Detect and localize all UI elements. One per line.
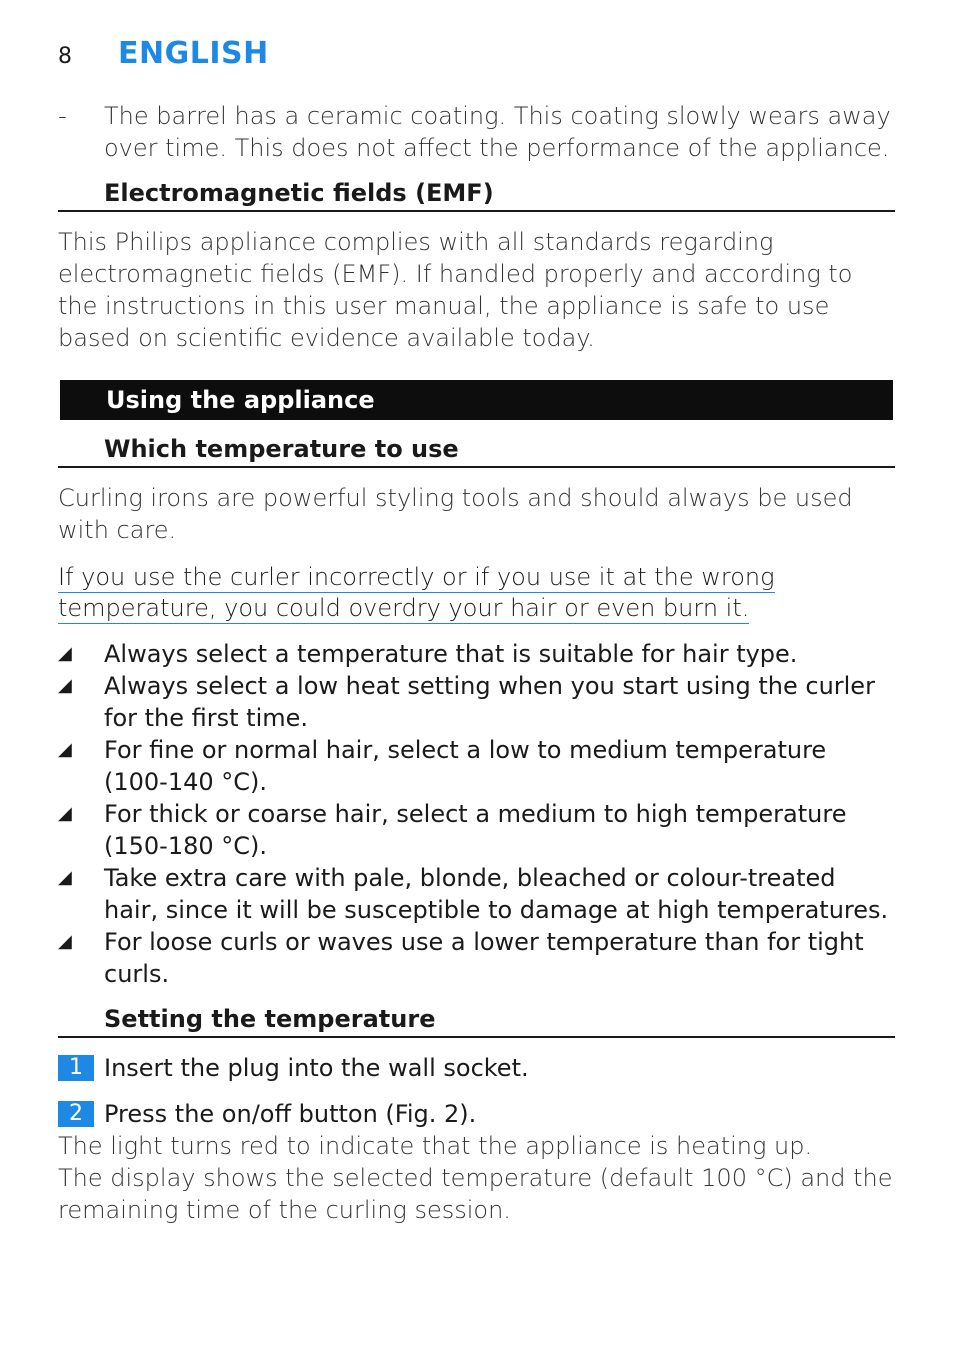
bullet-triangle-icon: ◢ [58, 643, 72, 664]
bullet-text: Take extra care with pale, blonde, bleached or colour-treated hair, since it will be susceptible to damage at high temperatures. [104, 864, 889, 924]
bullet-triangle-icon: ◢ [58, 739, 72, 760]
list-item [58, 734, 895, 798]
page-content [58, 100, 895, 1226]
bullet-text: For loose curls or waves use a lower temperature than for tight curls. [104, 928, 864, 988]
list-item [58, 798, 895, 862]
step-text: Press the on/off button (Fig. 2). [104, 1100, 477, 1128]
bullet-triangle-icon: ◢ [58, 675, 72, 696]
bullet-triangle-icon: ◢ [58, 803, 72, 824]
warning-line-2: temperature, you could overdry your hair or even burn it. [58, 594, 750, 622]
setting-heading: Setting the temperature [58, 1004, 895, 1038]
dash-marker: - [58, 102, 67, 130]
temperature-body: Curling irons are powerful styling tools and should always be used with care. [58, 484, 853, 544]
emf-body: This Philips appliance complies with all standards regarding electromagnetic fields (EMF). If handled properly and according to the instructions in this user manual, the appliance is safe to use based on scientific evidence available today. [58, 228, 853, 352]
bullet-text: For fine or normal hair, select a low to medium temperature (100-140 °C). [104, 736, 827, 796]
light-note: The light turns red to indicate that the appliance is heating up. [58, 1132, 813, 1160]
language-title: ENGLISH [118, 36, 269, 71]
list-item [58, 862, 895, 926]
emf-heading: Electromagnetic fields (EMF) [58, 178, 895, 212]
bullet-text: Always select a low heat setting when you start using the curler for the first time. [104, 672, 875, 732]
bullet-text: For thick or coarse hair, select a medium to high temperature (150-180 °C). [104, 800, 847, 860]
bullet-triangle-icon: ◢ [58, 931, 72, 952]
warning-line-1: If you use the curler incorrectly or if you use it at the wrong [58, 563, 775, 591]
section-title-using: Using the appliance [60, 380, 893, 420]
temperature-bullets [58, 638, 895, 990]
step-number-badge: 1 [58, 1055, 94, 1081]
step-2 [58, 1098, 895, 1130]
page-header [58, 36, 269, 72]
warning-block [58, 562, 798, 624]
bullet-text: Always select a temperature that is suitable for hair type. [104, 640, 798, 668]
step-number-badge: 2 [58, 1101, 94, 1127]
bullet-triangle-icon: ◢ [58, 867, 72, 888]
display-note: The display shows the selected temperature (default 100 °C) and the remaining time of the curling session. [58, 1164, 893, 1224]
temperature-heading: Which temperature to use [58, 434, 895, 468]
step-1 [58, 1052, 895, 1084]
list-item [58, 638, 895, 670]
list-item [58, 926, 895, 990]
page-number: 8 [58, 44, 72, 69]
step-text: Insert the plug into the wall socket. [104, 1054, 529, 1082]
intro-list-item [58, 100, 895, 164]
intro-text: The barrel has a ceramic coating. This coating slowly wears away over time. This does not affect the performance of the appliance. [104, 102, 891, 162]
list-item [58, 670, 895, 734]
